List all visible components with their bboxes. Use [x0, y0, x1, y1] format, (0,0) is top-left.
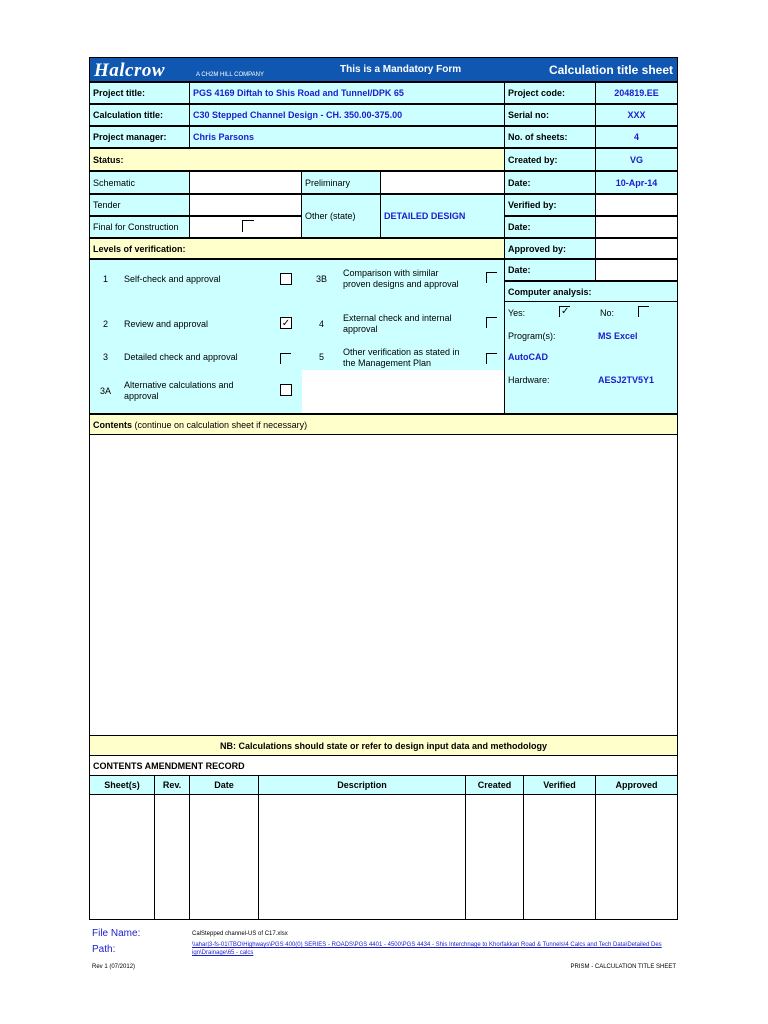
path-label: Path:: [92, 944, 116, 955]
final-construction-label: Final for Construction: [89, 216, 190, 238]
sheet-title: Calculation title sheet: [548, 63, 673, 77]
serial-no-label: Serial no:: [504, 104, 596, 126]
other-state-value[interactable]: DETAILED DESIGN: [380, 194, 505, 238]
sheets-value[interactable]: 4: [595, 126, 678, 148]
project-title-value[interactable]: PGS 4169 Diftah to Shis Road and Tunnel/DPK 65: [189, 82, 505, 104]
verif-num: 3: [103, 352, 109, 362]
schematic-box[interactable]: [189, 171, 302, 194]
amend-verified-cell[interactable]: [523, 794, 596, 920]
yes-checkbox[interactable]: [559, 306, 570, 317]
created-by-label: Created by:: [504, 148, 596, 171]
final-construction-checkbox[interactable]: [242, 220, 254, 232]
amend-sheets-cell[interactable]: [89, 794, 155, 920]
verif-text: Alternative calculations and approval: [124, 380, 234, 401]
hardware-label: Hardware:: [508, 375, 550, 385]
verif-text: External check and internal approval: [343, 313, 452, 334]
verif-1-checkbox[interactable]: [280, 273, 292, 285]
calc-title-value[interactable]: C30 Stepped Channel Design - CH. 350.00-375.00: [189, 104, 505, 126]
project-manager-value[interactable]: Chris Parsons: [189, 126, 505, 148]
tender-label: Tender: [89, 194, 190, 216]
created-date-value[interactable]: 10-Apr-14: [595, 171, 678, 194]
form-header: [89, 57, 678, 82]
verif-text: Self-check and approval: [124, 274, 221, 284]
amendment-title: CONTENTS AMENDMENT RECORD: [89, 755, 678, 776]
no-label: No:: [600, 308, 615, 318]
program-2-value[interactable]: AutoCAD: [508, 352, 548, 362]
contents-note: (continue on calculation sheet if necessary): [132, 419, 308, 430]
other-state-label: Other (state): [301, 194, 381, 238]
col-date: Date: [189, 775, 259, 795]
calc-title-label: Calculation title:: [89, 104, 190, 126]
verified-by-value[interactable]: [595, 194, 678, 216]
verif-text: Review and approval: [124, 319, 209, 329]
project-code-value[interactable]: 204819.EE: [595, 82, 678, 104]
approved-date-label: Date:: [504, 259, 596, 281]
serial-no-value[interactable]: XXX: [595, 104, 678, 126]
verified-by-label: Verified by:: [504, 194, 596, 216]
status-label: Status:: [89, 148, 505, 171]
mandatory-notice: This is a Mandatory Form: [340, 64, 462, 75]
verif-3b-checkbox[interactable]: [486, 272, 497, 283]
verif-4-checkbox[interactable]: [486, 317, 497, 328]
preliminary-box[interactable]: [380, 171, 505, 194]
approved-date-value[interactable]: [595, 259, 678, 281]
project-code-label: Project code:: [504, 82, 596, 104]
check-mark-icon: ✓: [281, 318, 291, 329]
verification-label: Levels of verification:: [89, 238, 505, 259]
sheets-label: No. of sheets:: [504, 126, 596, 148]
col-rev: Rev.: [154, 775, 190, 795]
amend-description-cell[interactable]: [258, 794, 466, 920]
prism-label: PRISM - CALCULATION TITLE SHEET: [570, 964, 676, 970]
schematic-label: Schematic: [89, 171, 190, 194]
verif-3a-checkbox[interactable]: [280, 384, 292, 396]
amend-created-cell[interactable]: [465, 794, 524, 920]
hardware-value[interactable]: AESJ2TV5Y1: [598, 375, 655, 385]
verif-num: 4: [319, 319, 325, 329]
verif-5-checkbox[interactable]: [486, 353, 497, 364]
col-verified: Verified: [523, 775, 596, 795]
approved-by-label: Approved by:: [504, 238, 596, 259]
verif-num: 3A: [100, 386, 112, 396]
verif-2-checkbox[interactable]: [280, 317, 292, 329]
verif-text: Detailed check and approval: [124, 352, 238, 362]
tender-box[interactable]: [189, 194, 302, 216]
path-value[interactable]: \\ahar|3-fs-01\TBO\Highways\PGS 400(0) SERIES - ROADS\PGS 4401 - 4500\PGS 4434 - Shis Interchnage to Khorfakkan Road & Tunnels\4 Calcs and Tech Data\Detailed Design\Drainage\65 - calcs: [192, 942, 662, 956]
computer-analysis-label: Computer analysis:: [504, 281, 678, 302]
program-1-value[interactable]: MS Excel: [598, 331, 638, 341]
file-name-value: CalStepped channel-US of C17.xlsx: [192, 931, 288, 937]
verif-num: 5: [319, 352, 325, 362]
col-sheets: Sheet(s): [89, 775, 155, 795]
contents-header: [89, 414, 678, 435]
verif-num: 2: [103, 319, 109, 329]
verified-date-label: Date:: [504, 216, 596, 238]
nb-note: NB: Calculations should state or refer to design input data and methodology: [89, 735, 678, 756]
verif-num: 1: [103, 274, 109, 284]
halcrow-logo: Halcrow: [94, 60, 166, 81]
project-manager-label: Project manager:: [89, 126, 190, 148]
verif-num: 3B: [316, 274, 328, 284]
no-checkbox[interactable]: [638, 306, 649, 317]
contents-body[interactable]: [89, 434, 678, 736]
preliminary-label: Preliminary: [301, 171, 381, 194]
revision-note: Rev 1 (07/2012): [92, 964, 136, 970]
col-description: Description: [258, 775, 466, 795]
col-created: Created: [465, 775, 524, 795]
yes-label: Yes:: [508, 308, 526, 318]
col-approved: Approved: [595, 775, 678, 795]
created-by-value[interactable]: VG: [595, 148, 678, 171]
amend-rev-cell[interactable]: [154, 794, 190, 920]
verif-3-checkbox[interactable]: [280, 353, 291, 364]
company-tag: A CH2M HILL COMPANY: [196, 72, 265, 78]
verified-date-value[interactable]: [595, 216, 678, 238]
contents-label: Contents: [93, 419, 132, 430]
verif-text: Comparison with similar proven designs and approval: [343, 268, 459, 289]
verif-text: Other verification as stated in the Management Plan: [343, 347, 460, 368]
amend-approved-cell[interactable]: [595, 794, 678, 920]
amend-date-cell[interactable]: [189, 794, 259, 920]
programs-label: Program(s):: [508, 331, 556, 341]
file-name-label: File Name:: [92, 928, 141, 939]
approved-by-value[interactable]: [595, 238, 678, 259]
project-title-label: Project title:: [89, 82, 190, 104]
check-mark-icon: ✓: [561, 306, 570, 317]
created-date-label: Date:: [504, 171, 596, 194]
